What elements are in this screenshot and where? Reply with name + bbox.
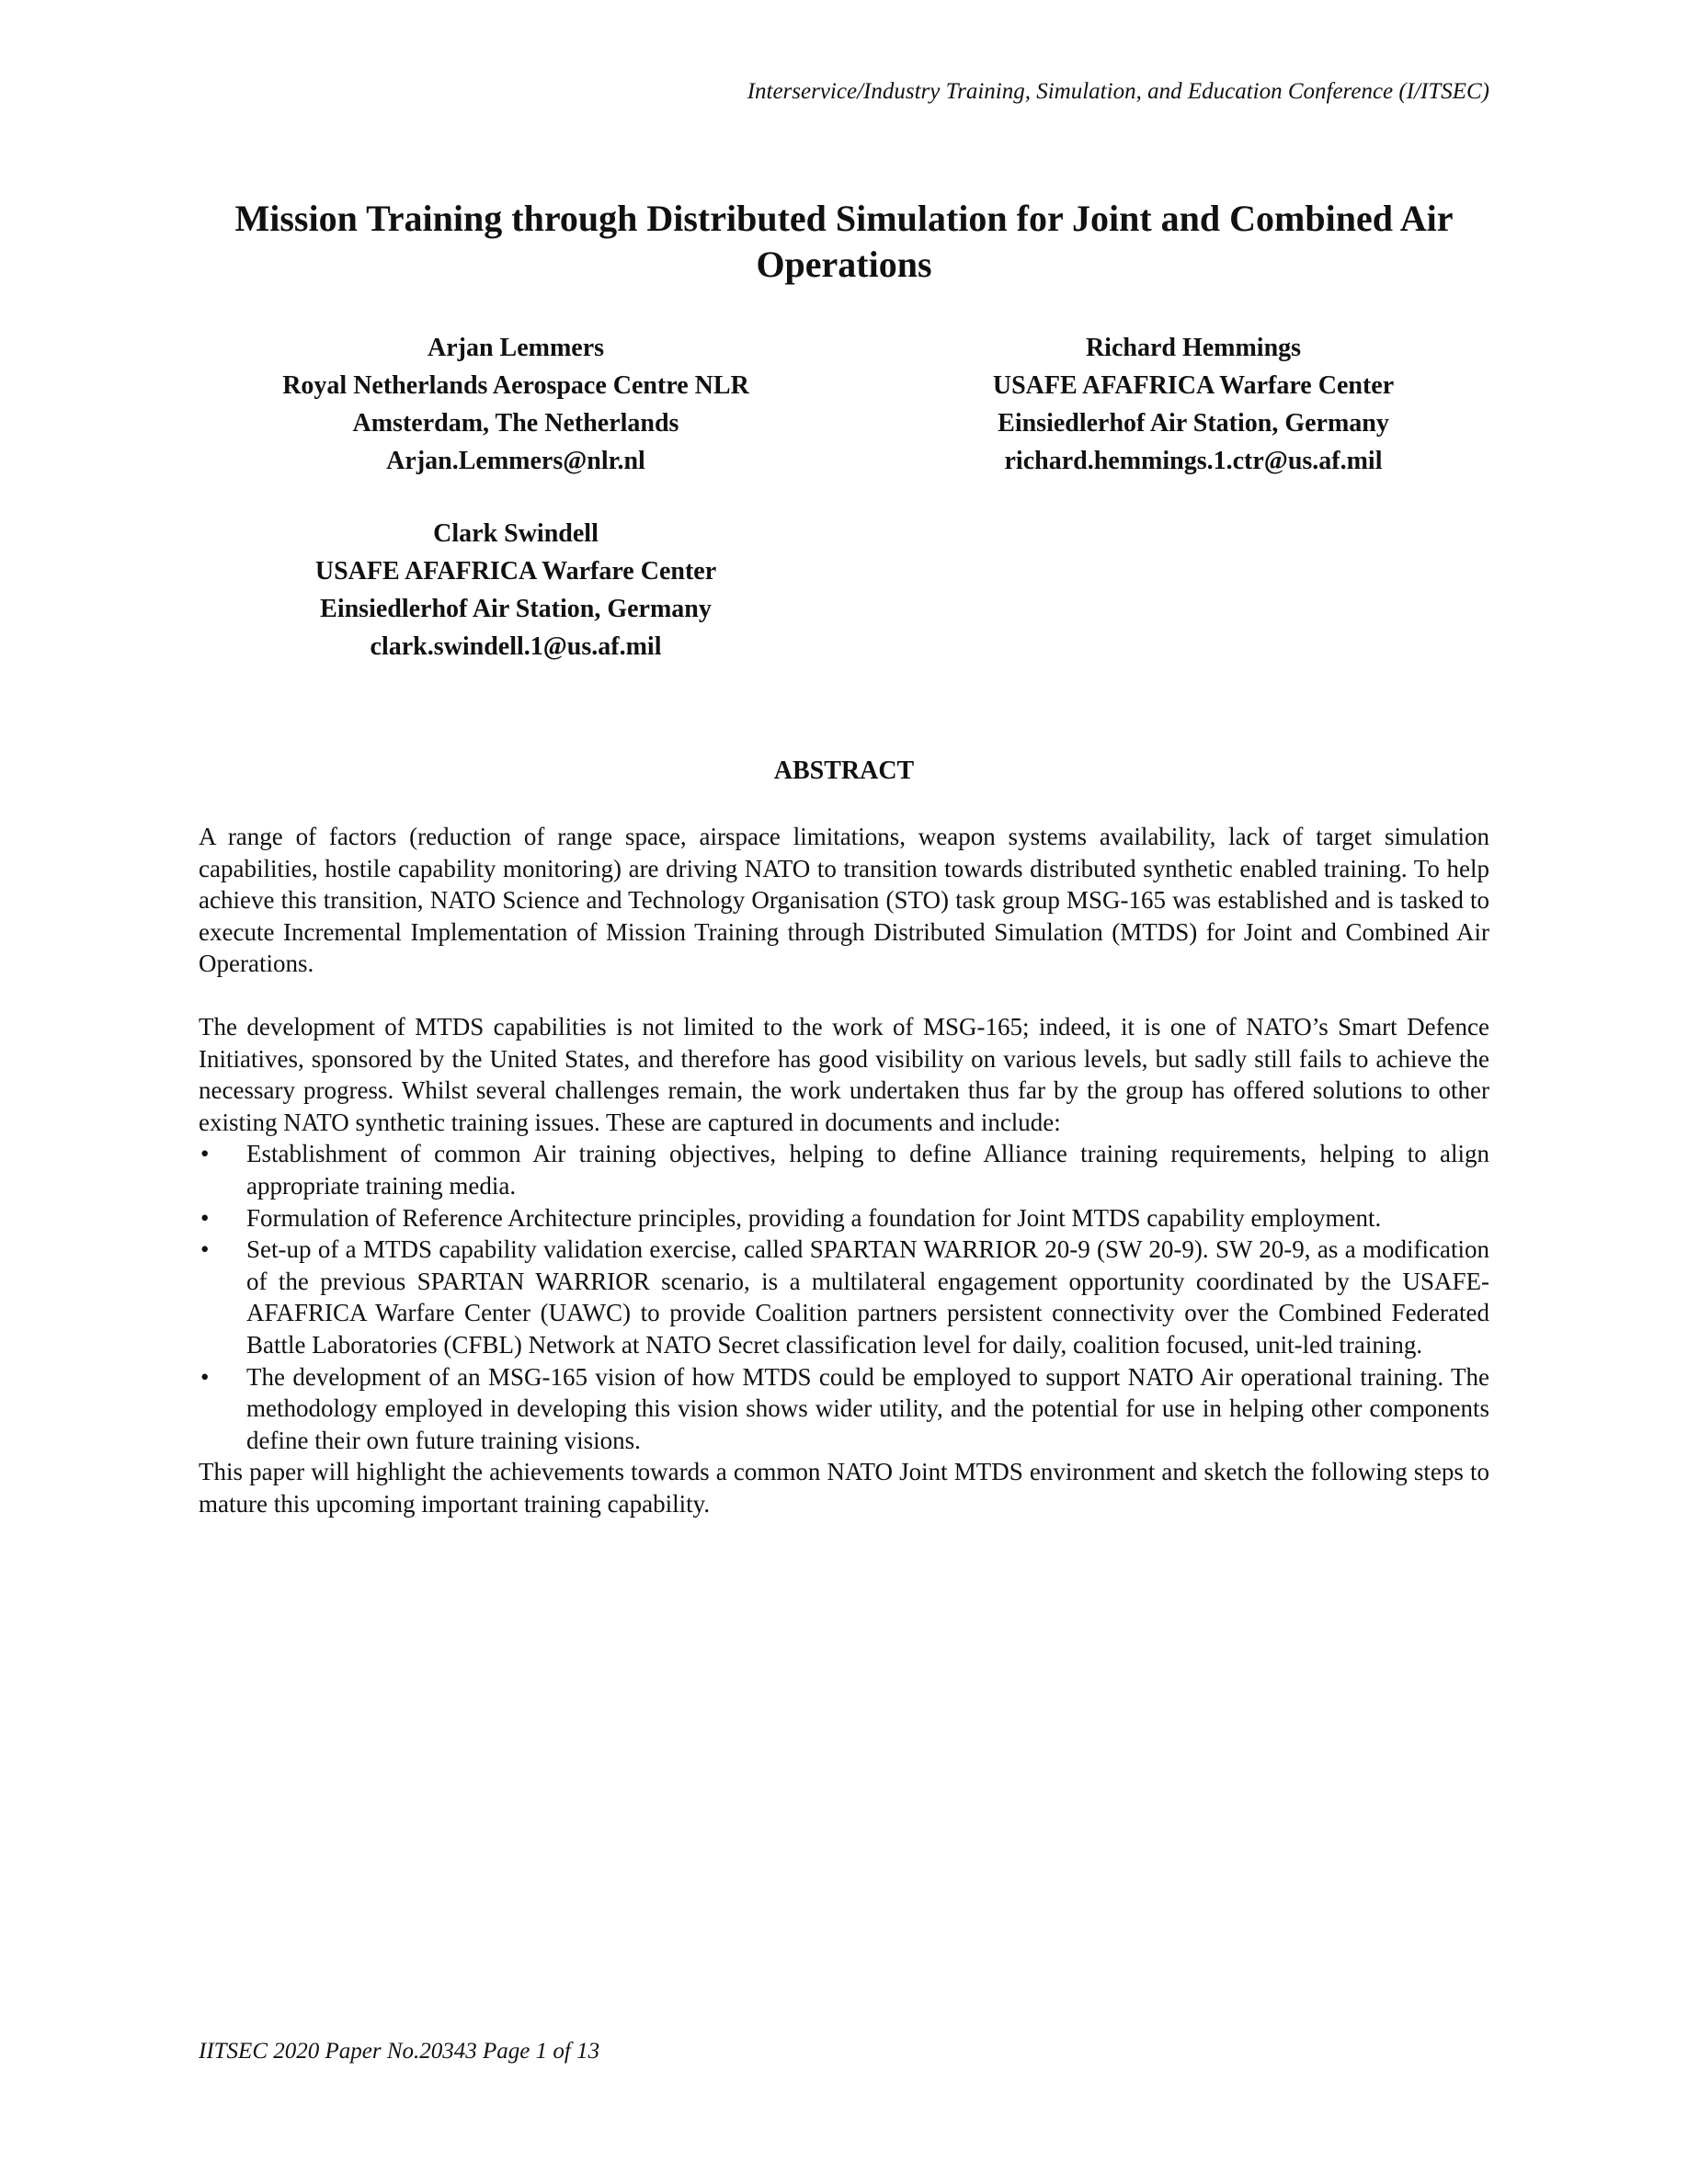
- bullet-text: The development of an MSG-165 vision of how MTDS could be employed to support NATO Air operational training. The methodology employed in developing this vision shows wider utility, and the potential for use in helping other components define their own future training visions.: [246, 1362, 1489, 1454]
- author-location: Einsiedlerhof Air Station, Germany: [320, 595, 712, 623]
- author-location: Amsterdam, The Netherlands: [352, 409, 679, 438]
- abstract-section-1: [199, 821, 1489, 980]
- bullet-icon: •: [200, 1235, 210, 1264]
- page-footer: IITSEC 2020 Paper No.20343 Page 1 of 13: [199, 2039, 600, 2064]
- list-item: [199, 1234, 1489, 1360]
- author-name: Arjan Lemmers: [427, 334, 605, 362]
- bullet-text: Set-up of a MTDS capability validation exercise, called SPARTAN WARRIOR 20-9 (SW 20-9). SW 20-9, as a modification of the previous SPARTAN WARRIOR scenario, is a multilateral engagement opportunity coordinated by the USAFE-AFAFRICA Warfare Center (UAWC) to provide Coalition partners persistent connectivity over the Combined Federated Battle Laboratories (CFBL) Network at NATO Secret classification level for daily, coalition focused, unit-led training.: [246, 1235, 1489, 1359]
- bullet-icon: •: [200, 1203, 210, 1232]
- author-name: Richard Hemmings: [1085, 334, 1302, 362]
- author-block-1: [245, 329, 787, 480]
- author-email: Arjan.Lemmers@nlr.nl: [386, 447, 645, 475]
- author-block-3: [245, 515, 787, 665]
- author-email: clark.swindell.1@us.af.mil: [370, 632, 662, 661]
- abstract-paragraph-2: The development of MTDS capabilities is not limited to the work of MSG-165; indeed, it is one of NATO’s Smart Defence Initiatives, sponsored by the United States, and therefore has good visibility on various levels, but sadly still fails to achieve the necessary progress. Whilst several challenges remain, the work undertaken thus far by the group has offered solutions to other existing NATO synthetic training issues. These are captured in documents and include:: [199, 1013, 1489, 1136]
- author-location: Einsiedlerhof Air Station, Germany: [998, 409, 1389, 438]
- author-name: Clark Swindell: [433, 519, 599, 548]
- list-item: [199, 1202, 1489, 1234]
- author-email: richard.hemmings.1.ctr@us.af.mil: [1004, 447, 1383, 475]
- bullet-text: Formulation of Reference Architecture principles, providing a foundation for Joint MTDS capability employment.: [246, 1203, 1382, 1232]
- abstract-closing-paragraph: This paper will highlight the achievements towards a common NATO Joint MTDS environment and sketch the following steps to mature this upcoming important training capability.: [199, 1458, 1489, 1518]
- author-affiliation: USAFE AFAFRICA Warfare Center: [992, 371, 1395, 400]
- abstract-section-2: [199, 1011, 1489, 1520]
- author-affiliation: USAFE AFAFRICA Warfare Center: [314, 557, 717, 586]
- abstract-heading: ABSTRACT: [773, 756, 915, 785]
- bullet-icon: •: [200, 1362, 210, 1391]
- author-affiliation: Royal Netherlands Aerospace Centre NLR: [282, 371, 749, 400]
- abstract-paragraph-1: A range of factors (reduction of range space, airspace limitations, weapon systems availability, lack of target simulation capabilities, hostile capability monitoring) are driving NATO to transition towards distributed synthetic enabled training. To help achieve this transition, NATO Science and Technology Organisation (STO) task group MSG-165 was established and is tasked to execute Incremental Implementation of Mission Training through Distributed Simulation (MTDS) for Joint and Combined Air Operations.: [199, 823, 1489, 978]
- list-item: [199, 1361, 1489, 1457]
- bullet-text: Establishment of common Air training objectives, helping to define Alliance training requirements, helping to align appropriate training media.: [246, 1140, 1489, 1200]
- list-item: [199, 1138, 1489, 1201]
- abstract-bullet-list: [199, 1138, 1489, 1456]
- paper-title: Mission Training through Distributed Simulation for Joint and Combined Air Operations: [234, 198, 1454, 285]
- running-header: Interservice/Industry Training, Simulation, and Education Conference (I/ITSEC): [747, 79, 1489, 104]
- author-block-2: [922, 329, 1465, 480]
- bullet-icon: •: [200, 1140, 210, 1168]
